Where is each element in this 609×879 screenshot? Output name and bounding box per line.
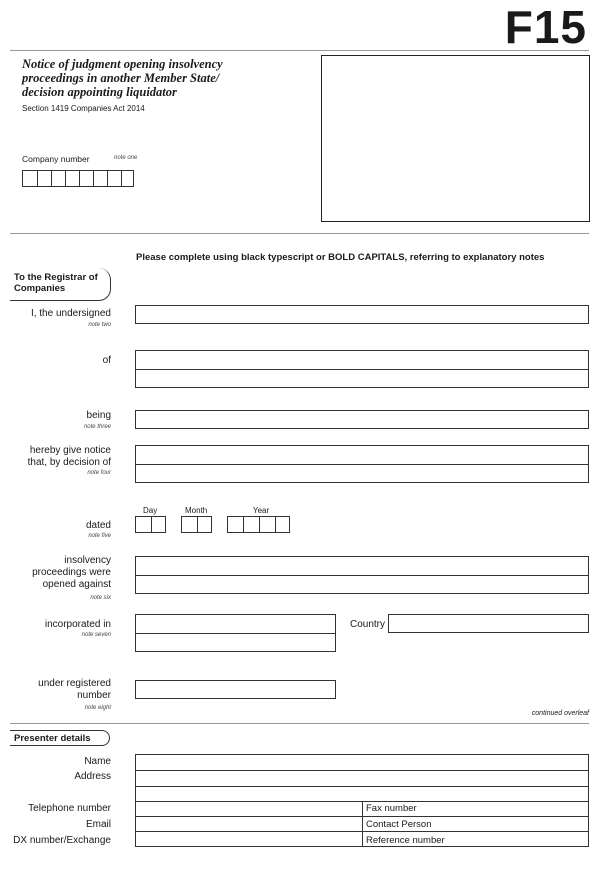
dx-label: DX number/Exchange bbox=[13, 835, 111, 846]
registrar-tab: To the Registrar of Companies bbox=[10, 268, 111, 301]
undersigned-input[interactable] bbox=[135, 305, 589, 324]
notice-input[interactable] bbox=[135, 445, 589, 483]
being-input[interactable] bbox=[135, 410, 589, 429]
dated-label: dated bbox=[85, 520, 111, 531]
section-reference: Section 1419 Companies Act 2014 bbox=[22, 104, 145, 113]
being-note: note three bbox=[83, 424, 111, 430]
contact-person-label: Contact Person bbox=[366, 819, 432, 830]
presenter-name-address-input[interactable] bbox=[135, 754, 589, 802]
day-label: Day bbox=[143, 506, 158, 515]
header-divider bbox=[10, 233, 589, 234]
insolvency-label: insolvency proceedings were opened against bbox=[32, 555, 111, 590]
form-title-line-2: proceedings in another Member State/ bbox=[22, 71, 220, 85]
form-code: F15 bbox=[504, 1, 587, 53]
presenter-tab: Presenter details bbox=[10, 730, 110, 746]
year-input[interactable] bbox=[227, 516, 290, 533]
fax-label: Fax number bbox=[366, 803, 417, 814]
registered-label: under registered number bbox=[38, 678, 111, 701]
insolvency-note: note six bbox=[90, 595, 111, 601]
incorporated-note: note seven bbox=[81, 632, 111, 638]
notice-label: hereby give notice that, by decision of bbox=[27, 445, 111, 468]
insolvency-input[interactable] bbox=[135, 556, 589, 594]
of-label: of bbox=[102, 355, 111, 366]
country-input[interactable] bbox=[388, 614, 589, 633]
incorporated-input[interactable] bbox=[135, 614, 336, 652]
dated-note: note five bbox=[88, 533, 111, 539]
presenter-address-label: Address bbox=[74, 771, 111, 782]
form-title-line-1: Notice of judgment opening insolvency bbox=[22, 57, 223, 71]
company-number-note: note one bbox=[114, 155, 138, 161]
incorporated-label: incorporated in bbox=[44, 619, 111, 630]
notice-note: note four bbox=[87, 470, 111, 476]
month-label: Month bbox=[185, 506, 208, 515]
presenter-contact-grid[interactable] bbox=[135, 801, 589, 847]
registry-stamp-box bbox=[321, 55, 590, 222]
continued-overleaf: continued overleaf bbox=[531, 710, 589, 717]
presenter-divider bbox=[10, 723, 589, 724]
instruction-text: Please complete using black typescript or BOLD CAPITALS, referring to explanatory notes bbox=[136, 252, 545, 263]
being-label: being bbox=[86, 410, 111, 421]
telephone-label: Telephone number bbox=[28, 803, 111, 814]
year-label: Year bbox=[253, 506, 270, 515]
reference-label: Reference number bbox=[366, 835, 445, 846]
month-input[interactable] bbox=[181, 516, 212, 533]
undersigned-note: note two bbox=[88, 322, 111, 328]
form-title bbox=[22, 57, 223, 99]
day-input[interactable] bbox=[135, 516, 166, 533]
registered-note: note eight bbox=[84, 705, 111, 711]
company-number-label: Company number bbox=[22, 154, 90, 164]
form-title-line-3: decision appointing liquidator bbox=[22, 85, 177, 99]
of-input[interactable] bbox=[135, 350, 589, 388]
country-label: Country bbox=[350, 619, 386, 630]
company-number-field[interactable] bbox=[22, 170, 134, 187]
presenter-name-label: Name bbox=[84, 756, 111, 767]
registered-input[interactable] bbox=[135, 680, 336, 699]
top-divider bbox=[10, 50, 589, 51]
undersigned-label: I, the undersigned bbox=[30, 308, 111, 319]
email-label: Email bbox=[85, 819, 111, 830]
